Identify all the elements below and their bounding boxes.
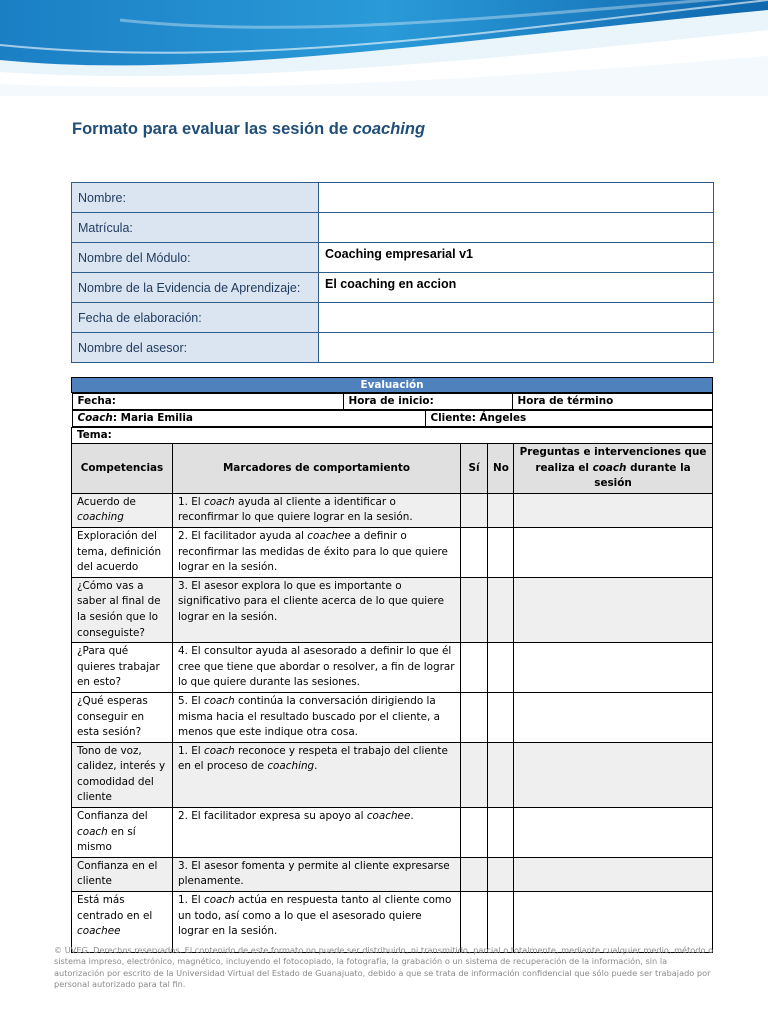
coach-field[interactable] (72, 411, 425, 427)
marcador-cell: 4. El consultor ayuda al asesorado a definir lo que él cree que tiene que abordar o resolver, a fin de lograr lo que quiere durante las sesiones. (173, 643, 461, 693)
table-row (72, 857, 713, 891)
no-cell[interactable] (488, 892, 514, 953)
session-meta-row (72, 393, 713, 410)
competencia-cell: ¿Qué esperas conseguir en esta sesión? (72, 692, 173, 742)
info-label: Matrícula: (72, 213, 319, 243)
preguntas-cell[interactable] (514, 493, 713, 527)
header-banner (0, 0, 768, 96)
marcador-cell: 5. El coach continúa la conversación dirigiendo la misma hacia el resultado buscado por el cliente, a menos que este indique otra cosa. (173, 692, 461, 742)
competencia-cell: Confianza del coach en sí mismo (72, 808, 173, 858)
competencia-cell: Acuerdo de coaching (72, 493, 173, 527)
marcador-cell: 3. El asesor fomenta y permite al cliente expresarse plenamente. (173, 857, 461, 891)
si-cell[interactable] (461, 742, 488, 807)
table-row (72, 892, 713, 953)
no-cell[interactable] (488, 742, 514, 807)
marcador-cell: 1. El coach actúa en respuesta tanto al cliente como un todo, así como a lo que el asesorado quiere lograr en la sesión. (173, 892, 461, 953)
si-cell[interactable] (461, 527, 488, 577)
info-row (72, 273, 714, 303)
info-value-field[interactable]: El coaching en accion (319, 273, 714, 303)
col-preguntas: Preguntas e intervenciones que realiza el coach durante la sesión (514, 444, 713, 494)
si-cell[interactable] (461, 643, 488, 693)
info-value-field[interactable]: Coaching empresarial v1 (319, 243, 714, 273)
si-cell[interactable] (461, 808, 488, 858)
info-row (72, 213, 714, 243)
si-cell[interactable] (461, 692, 488, 742)
marcador-cell: 3. El asesor explora lo que es importante o significativo para el cliente acerca de lo que quiere lograr en la sesión. (173, 577, 461, 642)
marcador-cell: 1. El coach reconoce y respeta el trabajo del cliente en el proceso de coaching. (173, 742, 461, 807)
column-header-row (72, 444, 713, 494)
no-cell[interactable] (488, 808, 514, 858)
si-cell[interactable] (461, 857, 488, 891)
table-row (72, 577, 713, 642)
no-cell[interactable] (488, 692, 514, 742)
coach-client-row (72, 410, 713, 427)
info-value-field[interactable] (319, 333, 714, 363)
info-row (72, 333, 714, 363)
table-row (72, 808, 713, 858)
info-value-field[interactable] (319, 213, 714, 243)
col-competencias: Competencias (72, 444, 173, 494)
si-cell[interactable] (461, 577, 488, 642)
hora-inicio-field[interactable]: Hora de inicio: (343, 394, 512, 410)
competencia-cell: ¿Para qué quieres trabajar en esto? (72, 643, 173, 693)
marcador-cell: 2. El facilitador expresa su apoyo al coachee. (173, 808, 461, 858)
competencia-cell: ¿Cómo vas a saber al final de la sesión que lo conseguiste? (72, 577, 173, 642)
preguntas-cell[interactable] (514, 808, 713, 858)
si-cell[interactable] (461, 493, 488, 527)
competencia-cell: Confianza en el cliente (72, 857, 173, 891)
evaluation-header: Evaluación (72, 378, 713, 393)
no-cell[interactable] (488, 643, 514, 693)
competencia-cell: Exploración del tema, definición del acuerdo (72, 527, 173, 577)
table-row (72, 692, 713, 742)
tema-field[interactable]: Tema: (72, 428, 713, 444)
table-row (72, 742, 713, 807)
page-title: Formato para evaluar las sesión de coaching (72, 120, 426, 138)
competencia-cell: Está más centrado en el coachee (72, 892, 173, 953)
marcador-cell: 2. El facilitador ayuda al coachee a definir o reconfirmar las medidas de éxito para lo que quiere lograr en la sesión. (173, 527, 461, 577)
copyright-footer: © UVEG. Derechos reservados. El contenido de este formato no puede ser distribuido, ni transmitido, parcial o totalmente, mediante cualquier medio, método o sistema impreso, electrónico, magnético, incluyendo el fotocopiado, la fotografía, la grabación o un sistema de recuperación de la información, sin la autorización por escrito de la Universidad Virtual del Estado de Guanajuato, debido a que se trata de información confidencial que sólo puede ser trabajado por personal autorizado para tal fin. (54, 945, 714, 990)
fecha-field[interactable]: Fecha: (72, 394, 343, 410)
no-cell[interactable] (488, 577, 514, 642)
student-info-table (71, 182, 714, 363)
hora-termino-field[interactable]: Hora de término (512, 394, 712, 410)
coach-label: Coach (77, 412, 113, 424)
col-no: No (488, 444, 514, 494)
info-row (72, 243, 714, 273)
no-cell[interactable] (488, 527, 514, 577)
preguntas-cell[interactable] (514, 742, 713, 807)
no-cell[interactable] (488, 857, 514, 891)
table-row (72, 527, 713, 577)
preguntas-cell[interactable] (514, 692, 713, 742)
no-cell[interactable] (488, 493, 514, 527)
col-si: Sí (461, 444, 488, 494)
info-row (72, 303, 714, 333)
info-value-field[interactable] (319, 183, 714, 213)
preguntas-cell[interactable] (514, 643, 713, 693)
si-cell[interactable] (461, 892, 488, 953)
info-row (72, 183, 714, 213)
info-label: Nombre: (72, 183, 319, 213)
info-label: Nombre del Módulo: (72, 243, 319, 273)
info-value-field[interactable] (319, 303, 714, 333)
info-label: Nombre del asesor: (72, 333, 319, 363)
col-marcadores: Marcadores de comportamiento (173, 444, 461, 494)
evaluation-table (71, 377, 713, 953)
preguntas-cell[interactable] (514, 857, 713, 891)
table-row (72, 643, 713, 693)
competencia-cell: Tono de voz, calidez, interés y comodidad del cliente (72, 742, 173, 807)
preguntas-cell[interactable] (514, 892, 713, 953)
info-label: Fecha de elaboración: (72, 303, 319, 333)
info-label: Nombre de la Evidencia de Aprendizaje: (72, 273, 319, 303)
preguntas-cell[interactable] (514, 577, 713, 642)
coach-value: : Maria Emilia (112, 412, 193, 424)
preguntas-cell[interactable] (514, 527, 713, 577)
marcador-cell: 1. El coach ayuda al cliente a identificar o reconfirmar lo que quiere lograr en la sesión. (173, 493, 461, 527)
table-row (72, 493, 713, 527)
cliente-field[interactable]: Cliente: Ángeles (425, 411, 712, 427)
